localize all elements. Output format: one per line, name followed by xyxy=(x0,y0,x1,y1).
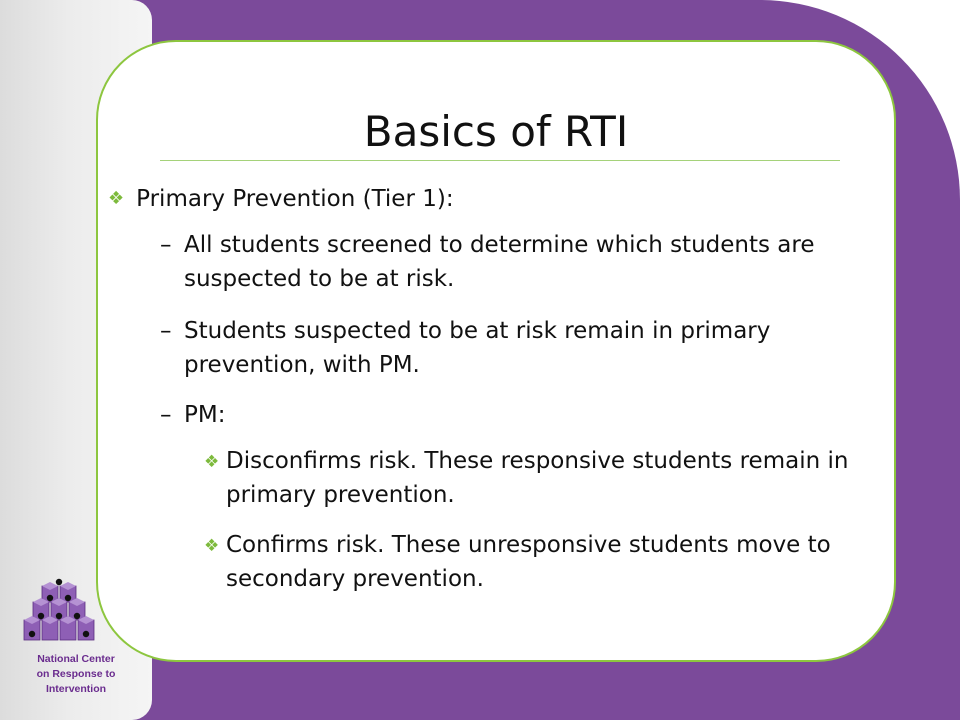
sub-sub-item-confirms xyxy=(204,528,884,596)
logo-line-1: National Center xyxy=(37,653,115,665)
sub-item-suspected xyxy=(160,314,880,382)
four-diamond-bullet-icon: ❖ xyxy=(204,452,220,472)
sub-sub-item-disconfirms xyxy=(204,444,884,512)
sub-item-text: PM: xyxy=(184,402,226,428)
four-diamond-bullet-icon: ❖ xyxy=(204,536,220,556)
sub-item-pm xyxy=(160,398,880,432)
dash-marker: – xyxy=(160,318,172,344)
sub-item-text: Students suspected to be at risk remain in primary prevention, with PM. xyxy=(184,318,771,378)
logo-text xyxy=(4,652,148,697)
slide-title: Basics of RTI xyxy=(363,107,629,156)
dash-marker: – xyxy=(160,232,172,258)
logo-line-3: Intervention xyxy=(45,683,107,695)
bullet-text: Primary Prevention (Tier 1): xyxy=(136,186,454,212)
four-diamond-bullet-icon: ❖ xyxy=(108,188,125,209)
bullet-primary-prevention xyxy=(108,182,454,216)
dash-marker: – xyxy=(160,402,172,428)
logo-line-2: on Response to xyxy=(36,668,116,680)
sub-sub-item-text: Confirms risk. These unresponsive students move to secondary prevention. xyxy=(226,532,831,592)
sub-item-text: All students screened to determine which students are suspected to be at risk. xyxy=(184,232,815,292)
title-underline xyxy=(160,160,840,161)
cube-stack-logo-icon xyxy=(20,576,130,646)
sub-sub-item-text: Disconfirms risk. These responsive students remain in primary prevention. xyxy=(226,448,849,508)
sub-item-screened xyxy=(160,228,880,296)
